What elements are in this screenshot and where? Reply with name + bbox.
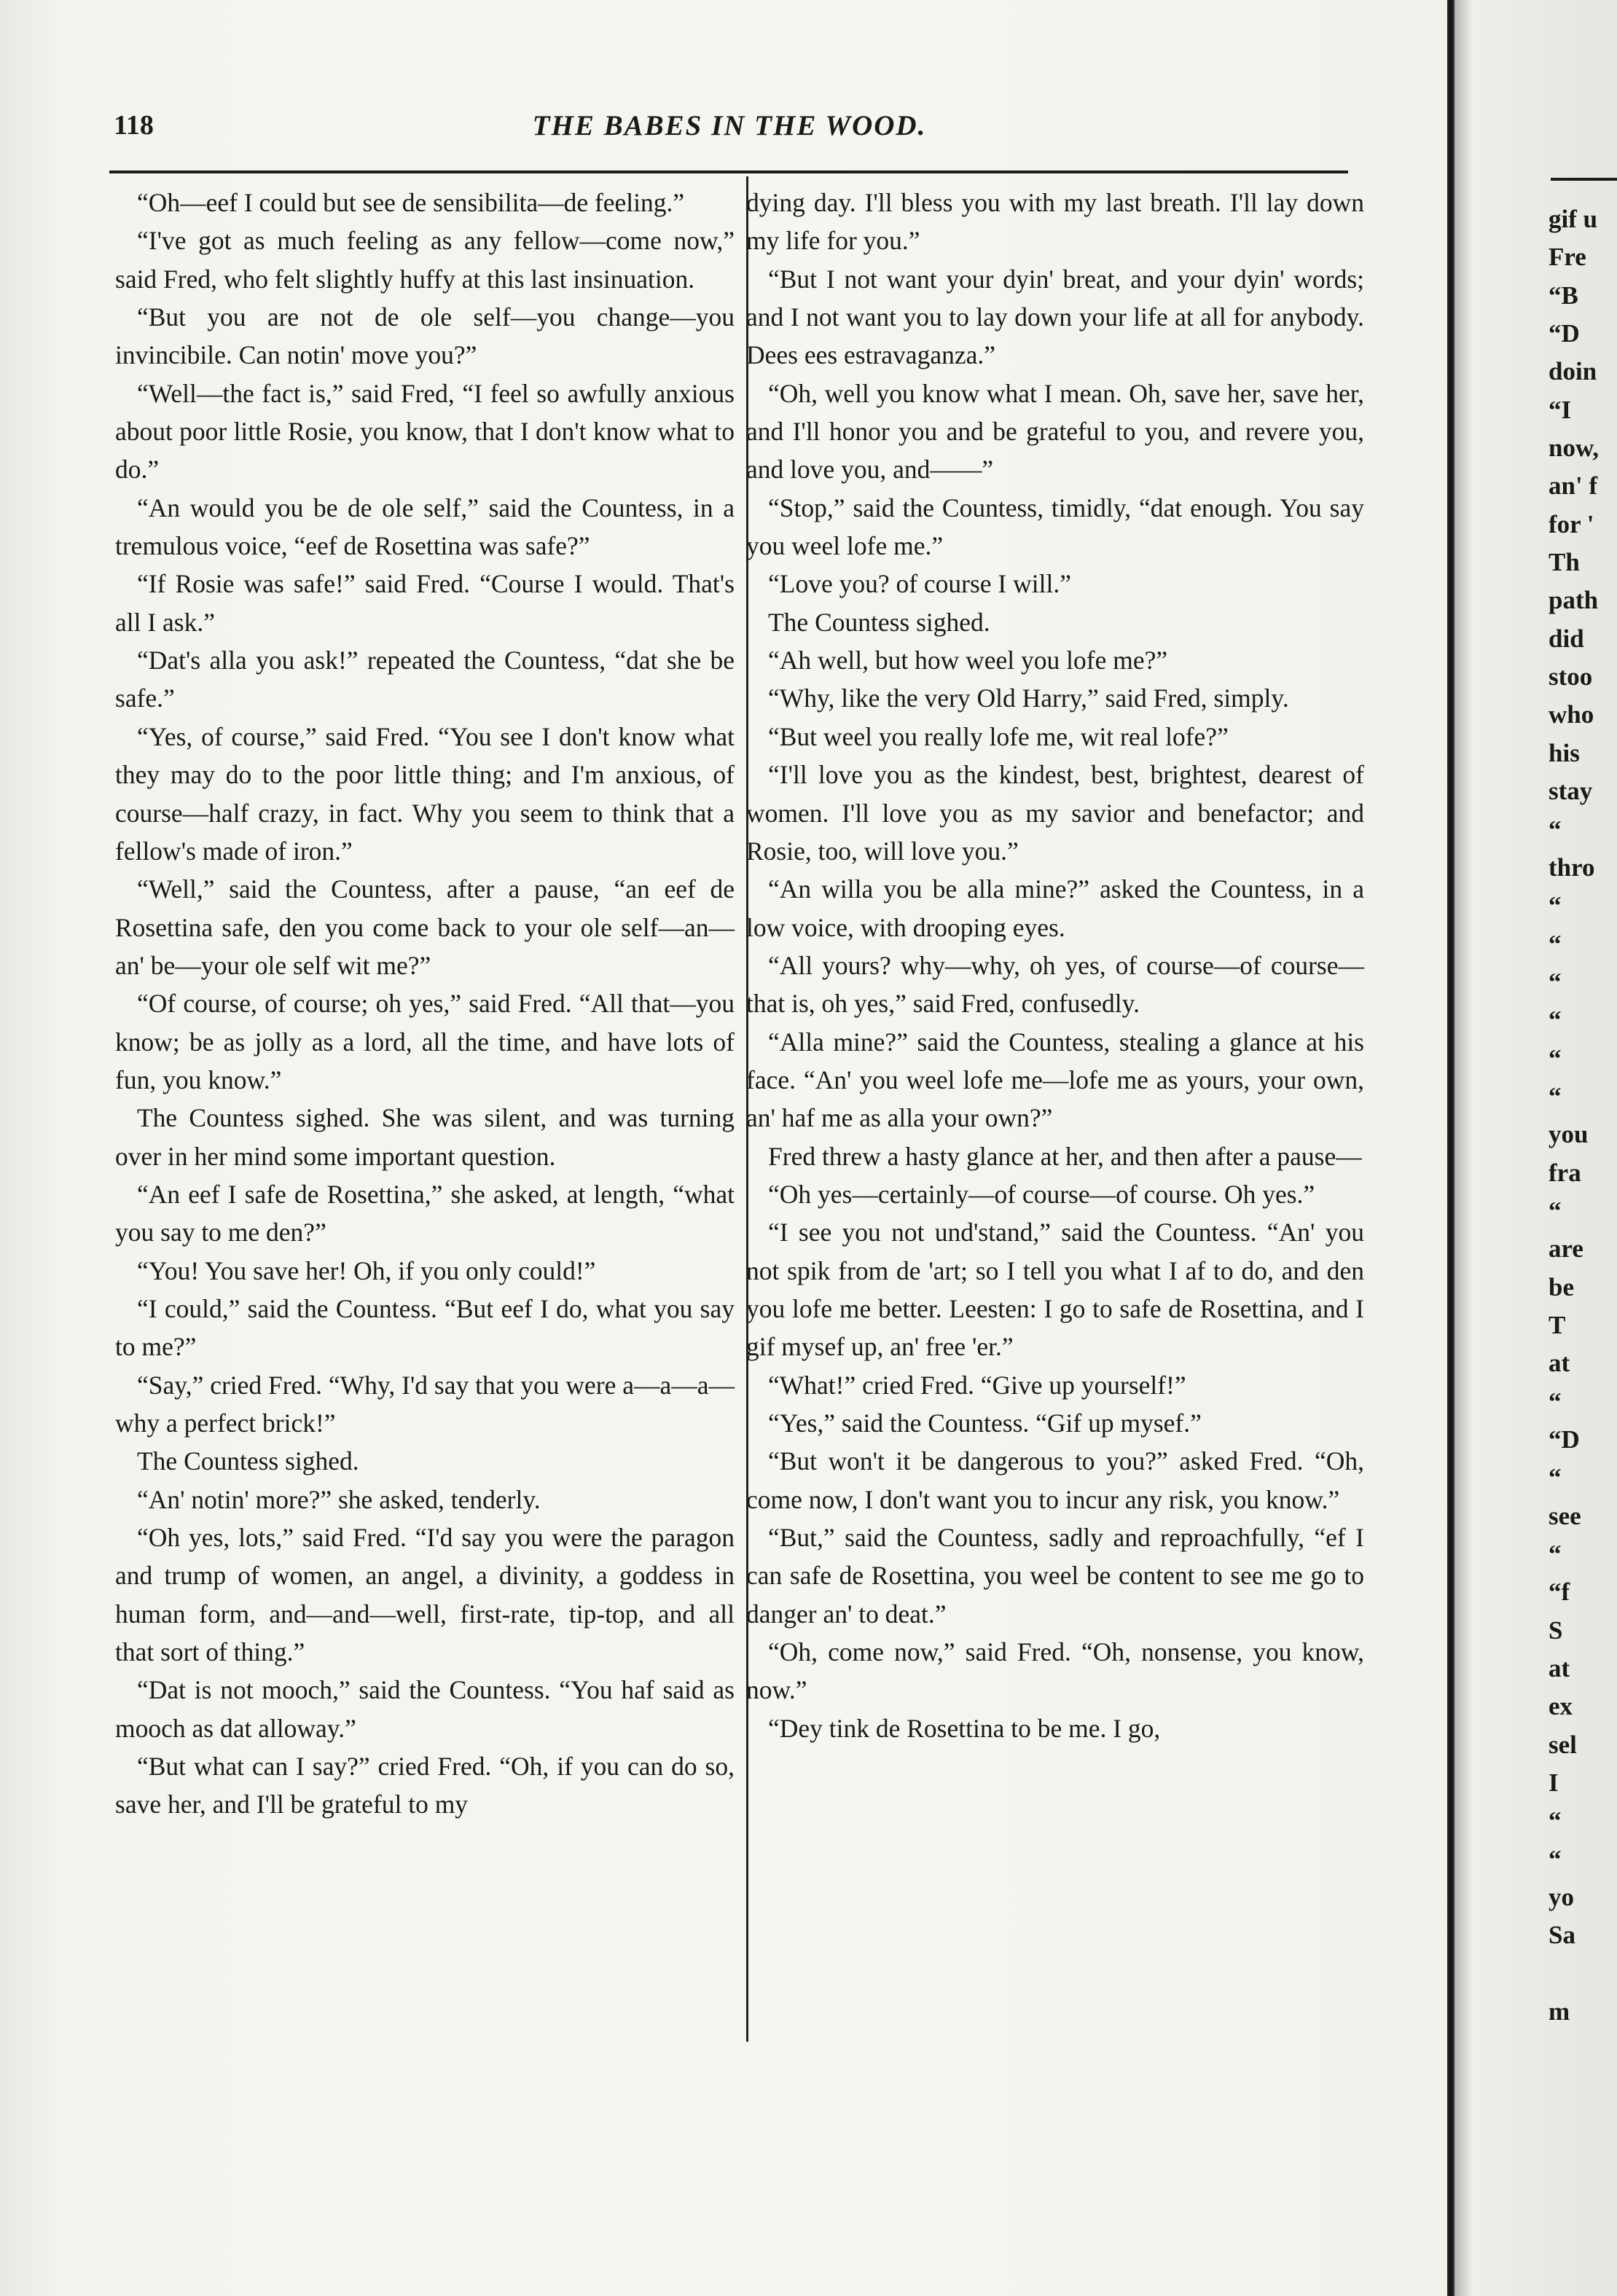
paragraph: “Dat's alla you ask!” repeated the Countess, “dat she be safe.” (115, 646, 735, 713)
facing-page-fragment: at (1549, 1349, 1570, 1378)
facing-page-fragment: stoo (1549, 662, 1593, 691)
paragraph: “All yours? why—why, oh yes, of course—of course—that is, oh yes,” said Fred, confusedly. (746, 950, 1364, 1019)
facing-page-fragment: for ' (1549, 509, 1594, 538)
paragraph: “Dey tink de Rosettina to be me. I go, (768, 1713, 1161, 1743)
paragraph: dying day. I'll bless you with my last breath. I'll lay down my life for you.” (746, 188, 1364, 256)
left-text-column (115, 184, 735, 1824)
paragraph: “What!” cried Fred. “Give up yourself!” (768, 1370, 1186, 1400)
paragraph: Fred threw a hasty glance at her, and then after a pause— (768, 1141, 1362, 1171)
facing-page-fragment: thro (1549, 853, 1595, 882)
paragraph: “Why, like the very Old Harry,” said Fred, simply. (768, 683, 1289, 713)
facing-page-fragment: I (1549, 1768, 1559, 1798)
paragraph: “Oh yes, lots,” said Fred. “I'd say you were the paragon and trump of women, an angel, a divinity, a goddess in human form, and—and—well, first-rate, tip-top, and all that sort of thing.” (115, 1523, 735, 1667)
paragraph: “But I not want your dyin' breat, and your dyin' words; and I not want you to lay down your life at all for anybody. Dees ees estravaganza.” (746, 264, 1364, 370)
paragraph: “I'll love you as the kindest, best, brightest, dearest of women. I'll love you as my savior and benefactor; and Rosie, too, will love you.” (746, 760, 1364, 866)
facing-page-fragment: Th (1549, 548, 1580, 577)
paragraph: The Countess sighed. (137, 1446, 359, 1476)
paragraph: “But you are not de ole self—you change—you invincibile. Can notin' move you?” (115, 302, 735, 370)
paragraph: “Oh, well you know what I mean. Oh, save her, save her, and I'll honor you and be grateful to you, and revere you, and love you, and——” (746, 378, 1364, 485)
facing-page-fragment-column (1549, 200, 1617, 2031)
facing-page-fragment: you (1549, 1120, 1589, 1149)
paragraph: “But,” said the Countess, sadly and reproachfully, “ef I can safe de Rosettina, you weel be content to see me go to danger an' to deat.” (746, 1523, 1364, 1629)
paragraph: “An would you be de ole self,” said the Countess, in a tremulous voice, “eef de Rosettina was safe?” (115, 493, 735, 561)
facing-page-fragment: are (1549, 1234, 1583, 1263)
facing-page-fragment: did (1549, 624, 1584, 653)
paragraph: “Well—the fact is,” said Fred, “I feel so awfully anxious about poor little Rosie, you know, that I don't know what to do.” (115, 378, 735, 485)
facing-page-fragment: be (1549, 1272, 1574, 1301)
facing-page-fragment: “ (1549, 1006, 1562, 1035)
paragraph: “Alla mine?” said the Countess, stealing a glance at his face. “An' you weel lofe me—lofe me as yours, your own, an' haf me as alla your own?” (746, 1027, 1364, 1133)
running-title: THE BABES IN THE WOOD. (532, 110, 927, 141)
paragraph: “Love you? of course I will.” (768, 569, 1071, 599)
facing-page-fragment: ex (1549, 1692, 1573, 1721)
facing-page-fragment: doin (1549, 357, 1597, 386)
paragraph: “An willa you be alla mine?” asked the Countess, in a low voice, with drooping eyes. (746, 874, 1364, 942)
facing-page-fragment: who (1549, 700, 1594, 729)
facing-page-fragment: “ (1549, 1806, 1562, 1835)
facing-page-fragment: “ (1549, 1540, 1562, 1569)
paragraph: “Yes,” said the Countess. “Gif up mysef.” (768, 1408, 1202, 1438)
paragraph: “I've got as much feeling as any fellow—come now,” said Fred, who felt slightly huffy at this last insinuation. (115, 226, 735, 294)
header-rule (109, 171, 1348, 173)
facing-page-rule (1551, 178, 1617, 181)
facing-page-fragment: S (1549, 1615, 1563, 1645)
paragraph: “Say,” cried Fred. “Why, I'd say that you were a—a—a—why a perfect brick!” (115, 1370, 735, 1438)
paragraph: “I could,” said the Countess. “But eef I do, what you say to me?” (115, 1293, 735, 1362)
facing-page-fragment: now, (1549, 434, 1600, 463)
facing-page-fragment: “ (1549, 1387, 1562, 1416)
paragraph: “An eef I safe de Rosettina,” she asked, at length, “what you say to me den?” (115, 1179, 735, 1247)
paragraph: “Of course, of course; oh yes,” said Fred. “All that—you know; be as jolly as a lord, all the time, and have lots of fun, you know.” (115, 989, 735, 1094)
facing-page-fragment: Fre (1549, 243, 1586, 272)
facing-page-fragment: at (1549, 1654, 1570, 1683)
paragraph: “Oh yes—certainly—of course—of course. Oh yes.” (768, 1179, 1315, 1209)
paragraph: “You! You save her! Oh, if you only could!” (137, 1255, 596, 1285)
right-text-column (746, 184, 1364, 1747)
facing-page-fragment: “ (1549, 1463, 1562, 1492)
facing-page-fragment: m (1549, 1997, 1570, 2026)
paragraph: “Well,” said the Countess, after a pause, “an eef de Rosettina safe, den you come back to your ole self—an—an' be—your ole self wit me?” (115, 874, 735, 980)
gutter-shadow (1454, 0, 1472, 2296)
facing-page-fragment: “I (1549, 395, 1572, 424)
paragraph: “But weel you really lofe me, wit real lofe?” (768, 721, 1229, 751)
paragraph: The Countess sighed. She was silent, and was turning over in her mind some important question. (115, 1103, 735, 1171)
paragraph: “But won't it be dangerous to you?” asked Fred. “Oh, come now, I don't want you to incur any risk, you know.” (746, 1446, 1364, 1514)
facing-page-fragment: “ (1549, 1043, 1562, 1073)
facing-page-fragment: his (1549, 738, 1580, 767)
facing-page-fragment: gif u (1549, 205, 1598, 233)
facing-page-fragment: “ (1549, 1081, 1562, 1110)
paragraph: “Stop,” said the Countess, timidly, “dat enough. You say you weel lofe me.” (746, 493, 1364, 561)
paragraph: “An' notin' more?” she asked, tenderly. (137, 1484, 541, 1514)
facing-page-fragment: “ (1549, 891, 1562, 920)
paragraph: “Ah well, but how weel you lofe me?” (768, 646, 1168, 675)
facing-page-fragment: Sa (1549, 1921, 1575, 1950)
facing-page-fragment: see (1549, 1501, 1581, 1530)
paragraph: “If Rosie was safe!” said Fred. “Course I would. That's all I ask.” (115, 569, 735, 637)
facing-page-fragment: sel (1549, 1730, 1577, 1759)
paragraph: “Oh, come now,” said Fred. “Oh, nonsense, you know, now.” (746, 1637, 1364, 1705)
facing-page-fragment: “B (1549, 281, 1578, 310)
facing-page-fragment: “ (1549, 1196, 1562, 1225)
paragraph: “I see you not und'stand,” said the Countess. “An' you not spik from de 'art; so I tell you what I af to do, and den you lofe me better. Leesten: I go to safe de Rosettina, and I gif mysef up, an' free 'er.” (746, 1218, 1364, 1362)
page-number: 118 (114, 110, 154, 141)
facing-page-fragment: stay (1549, 777, 1593, 806)
facing-page-fragment: T (1549, 1310, 1566, 1339)
paragraph: “Oh—eef I could but see de sensibilita—de feeling.” (137, 188, 685, 217)
paragraph: “Dat is not mooch,” said the Countess. “You haf said as mooch as dat alloway.” (115, 1675, 735, 1743)
facing-page-fragment: yo (1549, 1883, 1574, 1912)
paragraph: The Countess sighed. (768, 607, 990, 637)
facing-page-fragment: “D (1549, 319, 1580, 348)
facing-page-fragment (1549, 1955, 1617, 1993)
facing-page-fragment: “D (1549, 1425, 1580, 1454)
facing-page-fragment: “f (1549, 1578, 1570, 1607)
paragraph: “But what can I say?” cried Fred. “Oh, if you can do so, save her, and I'll be grateful to my (115, 1752, 735, 1819)
paragraph: “Yes, of course,” said Fred. “You see I don't know what they may do to the poor little thing; and I'm anxious, of course—half crazy, in fact. Why you seem to think that a fellow's made of iron.” (115, 721, 735, 866)
facing-page-fragment: an' f (1549, 471, 1598, 501)
facing-page-fragment: “ (1549, 1844, 1562, 1873)
facing-page-fragment: path (1549, 586, 1599, 615)
page-header (114, 109, 1345, 153)
book-gutter (1447, 0, 1454, 2296)
facing-page-fragment: “ (1549, 967, 1562, 996)
facing-page-fragment: “ (1549, 929, 1562, 958)
facing-page-fragment: “ (1549, 815, 1562, 844)
facing-page-fragment: fra (1549, 1158, 1581, 1187)
